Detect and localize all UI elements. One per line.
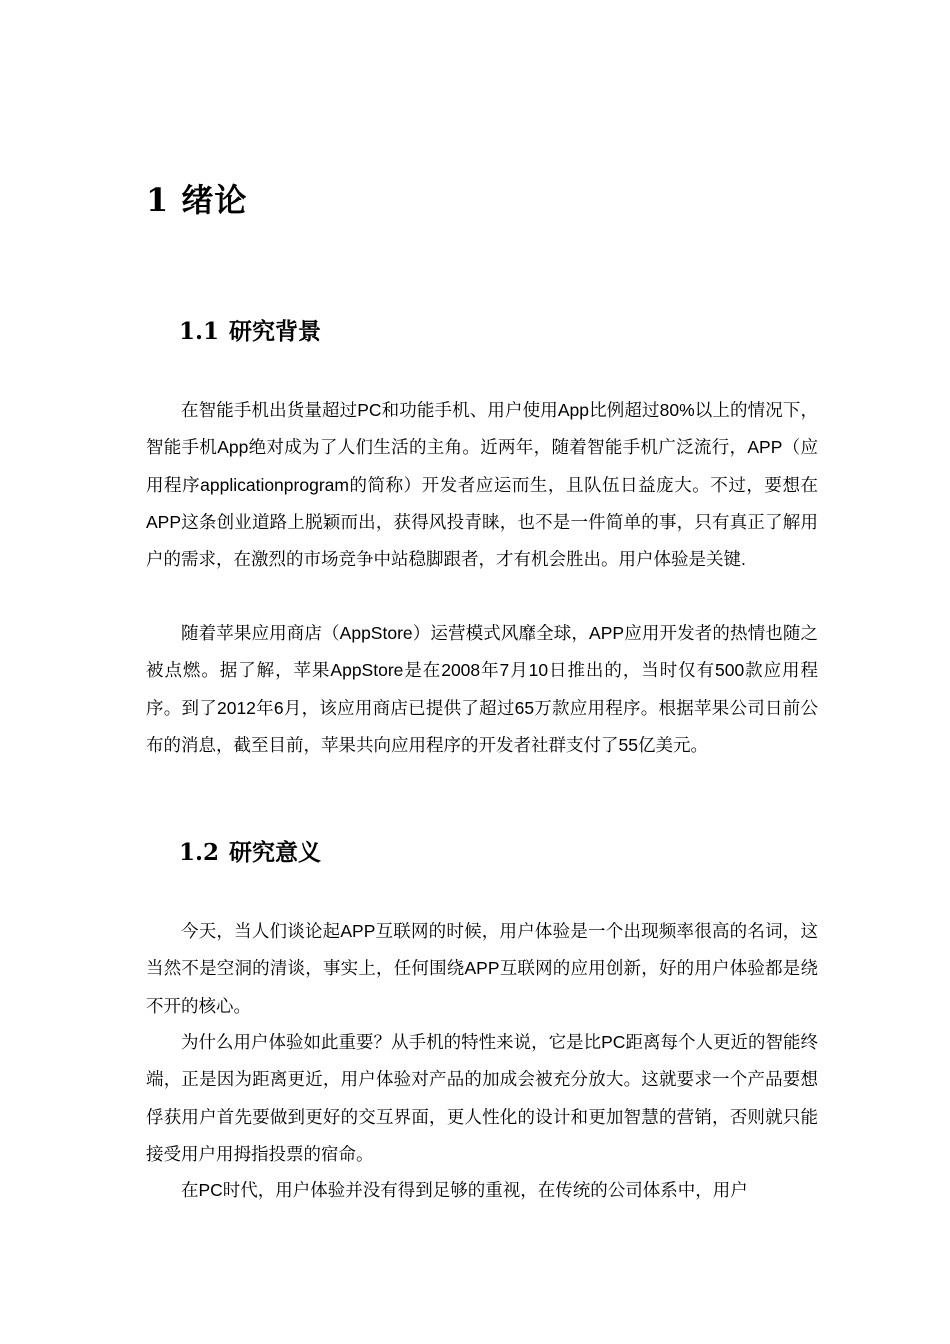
chapter-heading [146, 178, 247, 222]
paragraph: 在智能手机出货量超过PC和功能手机、用户使用App比例超过80%以上的情况下，智能手机App绝对成为了人们生活的主角。近两年，随着智能手机广泛流行，APP（应用程序applicationprogram的简称）开发者应运而生，且队伍日益庞大。不过，要想在APP这条创业道路上脱颖而出，获得风投青睐，也不是一件简单的事，只有真正了解用户的需求，在激烈的市场竞争中站稳脚跟者，才有机会胜出。用户体验是关键. [146, 400, 818, 570]
section-title: 研究意义 [229, 839, 322, 866]
chapter-number: 1 [146, 181, 170, 219]
section-number: 1.2 [179, 839, 220, 866]
paragraph: 今天，当人们谈论起APP互联网的时候，用户体验是一个出现频率很高的名词，这当然不是空洞的清谈，事实上，任何围绕APP互联网的应用创新，好的用户体验都是绕不开的核心。 [146, 921, 818, 1016]
paragraph: 为什么用户体验如此重要？从手机的特性来说，它是比PC距离每个人更近的智能终端，正是因为距离更近，用户体验对产品的加成会被充分放大。这就要求一个产品要想俘获用户首先要做到更好的交互界面，更人性化的设计和更加智慧的营销，否则就只能接受用户用拇指投票的宿命。 [146, 1032, 818, 1164]
paragraph: 在PC时代，用户体验并没有得到足够的重视，在传统的公司体系中，用户 [181, 1180, 748, 1200]
chapter-title: 绪论 [181, 181, 248, 219]
section-number: 1.1 [179, 318, 220, 345]
section-heading-significance [179, 837, 321, 869]
section-title: 研究背景 [229, 318, 322, 345]
section-heading-background [179, 316, 321, 348]
paragraph: 随着苹果应用商店（AppStore）运营模式风靡全球，APP应用开发者的热情也随之被点燃。据了解，苹果AppStore是在2008年7月10日推出的，当时仅有500款应用程序。到了2012年6月，该应用商店已提供了超过65万款应用程序。根据苹果公司日前公布的消息，截至目前，苹果共向应用程序的开发者社群支付了55亿美元。 [146, 623, 818, 755]
